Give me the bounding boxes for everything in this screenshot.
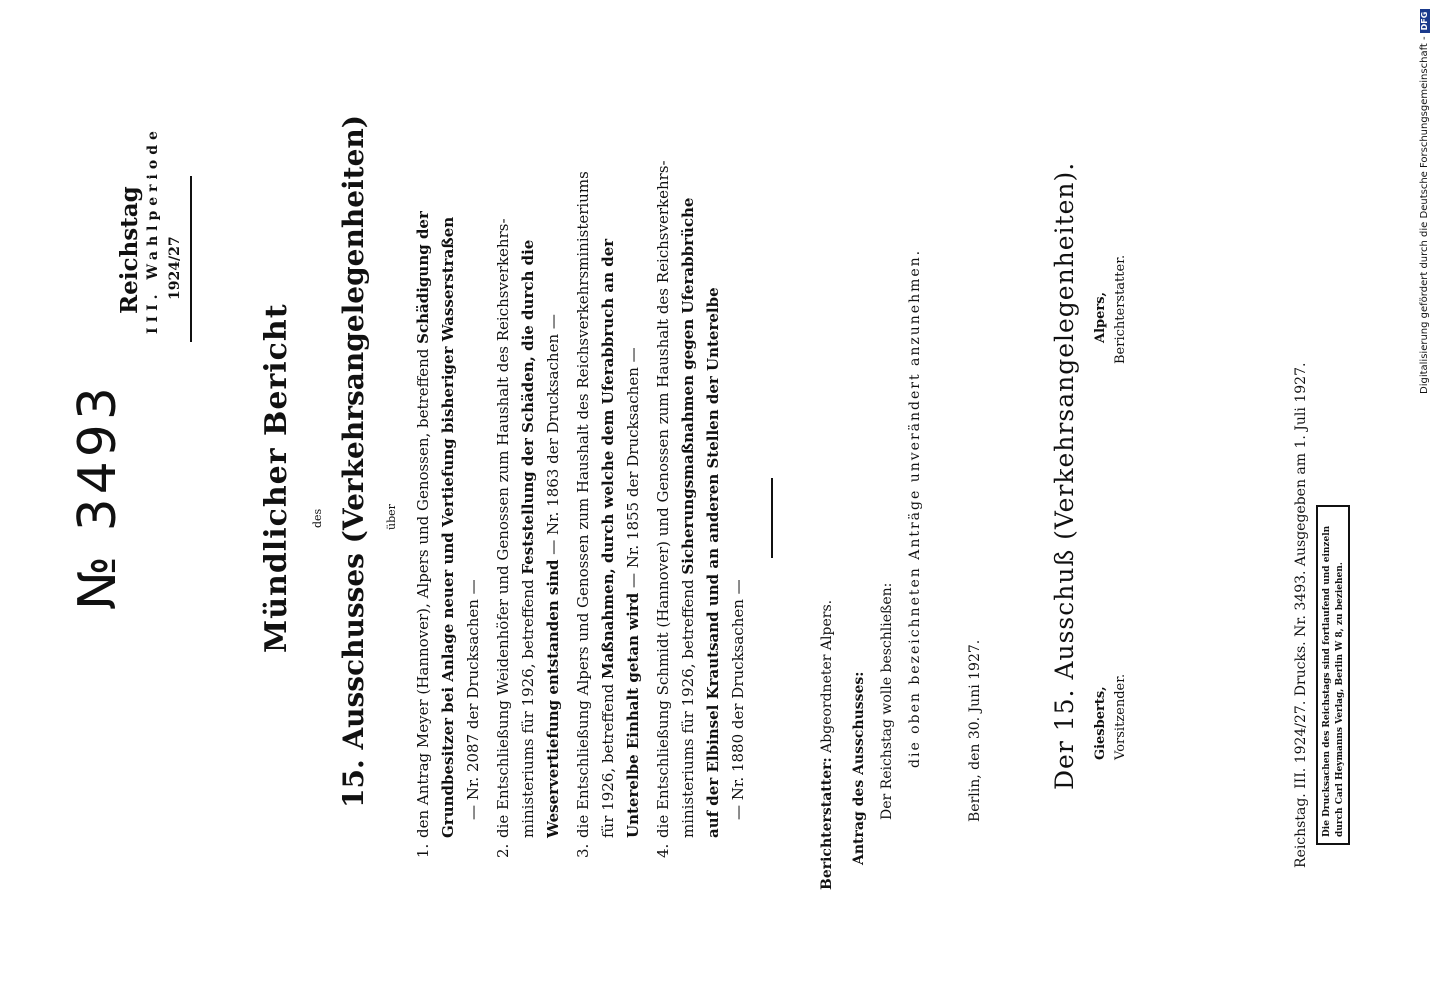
item-line: auf der Elbinsel Krautsand und an anderen Stellen der Unterelbe bbox=[704, 287, 722, 838]
item-line: Unterelbe Einhalt getan wird — Nr. 1855 der Drucksachen — bbox=[624, 347, 642, 838]
item-number: 2. bbox=[494, 843, 512, 858]
item-line: für 1926, betreffend Maßnahmen, durch welche dem Uferabbruch an der bbox=[599, 238, 617, 838]
item-line: ministeriums für 1926, betreffend Feststellung der Schäden, die durch die bbox=[519, 239, 537, 838]
committee-title: 15. Ausschusses (Verkehrsangelegenheiten) bbox=[337, 115, 370, 808]
separator-rule bbox=[771, 478, 773, 558]
reporter-name: Alpers, bbox=[1093, 291, 1108, 343]
item-line: Grundbesitzer bei Anlage neuer und Vertiefung bisheriger Wasserstraßen bbox=[439, 216, 457, 838]
item-line: die Entschließung Alpers und Genossen zum Haushalt des Reichsverkehrsministeriums bbox=[574, 171, 592, 838]
reporter-role: Berichterstatter. bbox=[1113, 254, 1128, 364]
ueber-word: über bbox=[385, 504, 398, 530]
item-line: den Antrag Meyer (Hannover), Alpers und Genossen, betreffend Schädigung der bbox=[414, 211, 432, 838]
item-line: Weservertiefung entstanden sind — Nr. 1863 der Drucksachen — bbox=[544, 314, 562, 838]
document-number: № 3493 bbox=[68, 383, 128, 610]
item-number: 3. bbox=[574, 843, 592, 858]
antrag-label: Antrag des Ausschusses: bbox=[851, 671, 867, 865]
session-years: 1924/27 bbox=[167, 236, 183, 300]
report-title: Mündlicher Bericht bbox=[259, 303, 294, 653]
digitization-credit-text: Digitalisierung gefördert durch die Deutsche Forschungsgemeinschaft - bbox=[1419, 36, 1430, 394]
chair-role: Vorsitzender. bbox=[1113, 673, 1128, 760]
antrag-line-2: die oben bezeichneten Anträge unverändert anzunehmen. bbox=[907, 248, 923, 768]
footer-note-line-2: durch Carl Heymanns Verlag, Berlin W 8, zu beziehen. bbox=[1335, 562, 1345, 837]
footer-citation: Reichstag. III. 1924/27. Drucks. Nr. 3493. Ausgegeben am 1. Juli 1927. bbox=[1293, 362, 1309, 868]
item-line: die Entschließung Weidenhöfer und Genossen zum Haushalt des Reichsverkehrs- bbox=[494, 218, 512, 838]
signature-committee: Der 15. Ausschuß (Verkehrsangelegenheiten). bbox=[1050, 161, 1079, 790]
footer-note-box bbox=[1316, 505, 1350, 845]
place-date: Berlin, den 30. Juni 1927. bbox=[967, 639, 983, 822]
item-line: — Nr. 2087 der Drucksachen — bbox=[464, 579, 482, 820]
item-number: 4. bbox=[654, 843, 672, 858]
reichstag-title: Reichstag bbox=[116, 186, 143, 314]
item-line: — Nr. 1880 der Drucksachen — bbox=[729, 579, 747, 820]
digitization-credit bbox=[1420, 9, 1430, 394]
antrag-line-1: Der Reichstag wolle beschließen: bbox=[879, 582, 895, 820]
berichterstatter-line: Berichterstatter: Abgeordneter Alpers. bbox=[819, 599, 835, 890]
header-rule bbox=[190, 176, 192, 342]
dfg-logo: DFG bbox=[1420, 9, 1430, 34]
wahlperiode: III. Wahlperiode bbox=[145, 126, 161, 334]
chair-name: Giesberts, bbox=[1093, 686, 1108, 760]
item-line: ministeriums für 1926, betreffend Sicherungsmaßnahmen gegen Uferabbrüche bbox=[679, 197, 697, 838]
item-line: die Entschließung Schmidt (Hannover) und Genossen zum Haushalt des Reichsverkehrs- bbox=[654, 160, 672, 838]
des-word: des bbox=[311, 508, 324, 528]
item-number: 1. bbox=[414, 843, 432, 858]
footer-note-line-1: Die Drucksachen des Reichstags sind fortlaufend und einzeln bbox=[1322, 525, 1332, 837]
